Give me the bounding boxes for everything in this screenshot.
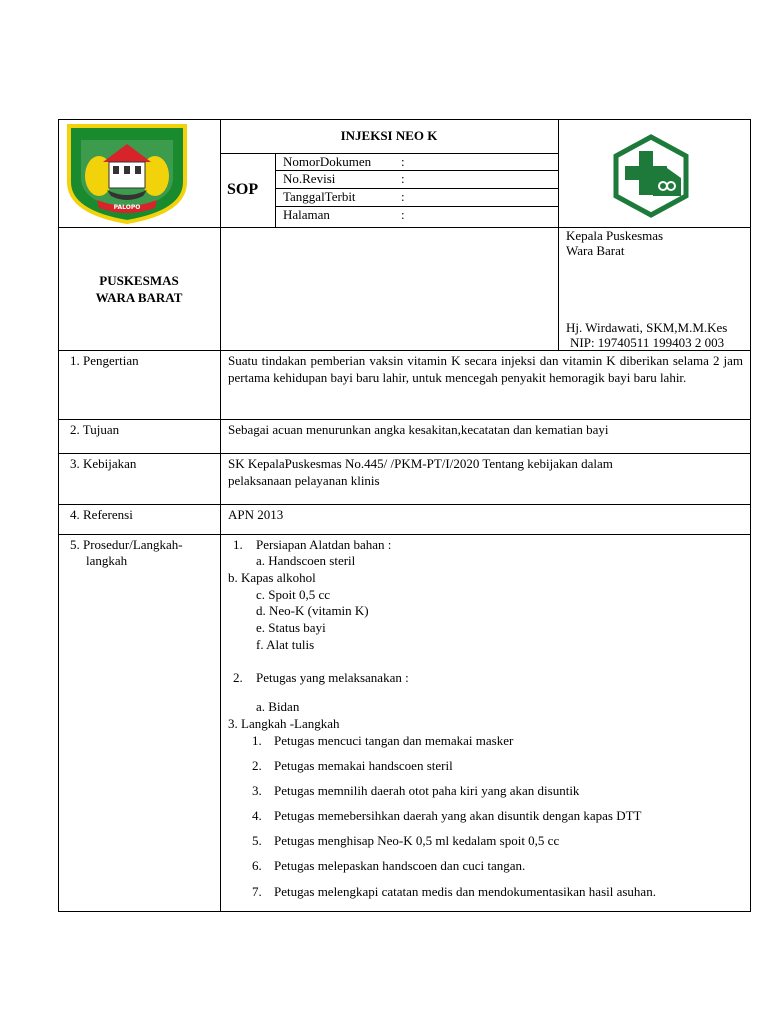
section-pengertian-label: 1. Pengertian: [70, 353, 139, 368]
step2-title: Petugas yang melaksanakan :: [256, 670, 409, 685]
palopo-logo: [63, 120, 191, 224]
section-pengertian-text: Suatu tindakan pemberian vaksin vitamin K secara injeksi dan vitamin K diberikan selama 2 jam pertama kehidupan bayi baru lahir, untuk mencegah penyakit hemoragik bayi baru lahir.: [228, 353, 743, 385]
procedure-step-text: Petugas memakai handscoen steril: [274, 758, 453, 773]
material-item: f. Alat tulis: [256, 637, 315, 652]
signatory-title-line2: Wara Barat: [566, 243, 625, 258]
material-item: c. Spoit 0,5 cc: [256, 587, 331, 602]
puskesmas-logo: [609, 134, 693, 218]
org-name-line2: WARA BARAT: [95, 290, 183, 305]
material-item: b. Kapas alkohol: [228, 570, 316, 585]
material-item: d. Neo-K (vitamin K): [256, 603, 369, 618]
section-kebijakan-label: 3. Kebijakan: [70, 456, 137, 471]
palopo-logo-text: PALOPO: [113, 204, 141, 211]
step2-num: 2.: [233, 670, 243, 685]
section-tujuan-label: 2. Tujuan: [70, 422, 120, 437]
procedure-step-text: Petugas menghisap Neo-K 0,5 ml kedalam spoit 0,5 cc: [274, 833, 560, 848]
document-title: INJEKSI NEO K: [340, 128, 438, 143]
doc-field-nomor-label: NomorDokumen: [283, 154, 372, 169]
material-item: e. Status bayi: [256, 620, 326, 635]
procedure-step-text: Petugas mencuci tangan dan memakai masker: [274, 733, 514, 748]
doc-field-tanggal-label: TanggalTerbit: [283, 189, 356, 204]
step3-title: 3. Langkah -Langkah: [228, 716, 340, 731]
signatory-title-line1: Kepala Puskesmas: [566, 228, 664, 243]
section-kebijakan-line1: SK KepalaPuskesmas No.445/ /PKM-PT/I/2020 Tentang kebijakan dalam: [228, 456, 613, 471]
procedure-step-num: 7.: [252, 884, 262, 899]
procedure-step-num: 3.: [252, 783, 262, 798]
signatory-nip: NIP: 19740511 199403 2 003: [570, 335, 725, 350]
section-tujuan-text: Sebagai acuan menurunkan angka kesakitan,kecatatan dan kematian bayi: [228, 422, 609, 437]
procedure-step-text: Petugas memebersihkan daerah yang akan disuntik dengan kapas DTT: [274, 808, 642, 823]
section-prosedur-label-line1: 5. Prosedur/Langkah-: [70, 537, 183, 552]
procedure-step-num: 2.: [252, 758, 262, 773]
section-referensi-text: APN 2013: [228, 507, 284, 522]
doc-field-halaman-label: Halaman: [283, 207, 330, 222]
step1-num: 1.: [233, 537, 243, 552]
doc-field-revisi-sep: :: [401, 171, 405, 186]
doc-field-tanggal-sep: :: [401, 189, 405, 204]
doc-field-revisi-label: No.Revisi: [283, 171, 336, 186]
procedure-step-num: 5.: [252, 833, 262, 848]
procedure-step-text: Petugas melepaskan handscoen dan cuci tangan.: [274, 858, 526, 873]
procedure-step-num: 1.: [252, 733, 262, 748]
step1-title: Persiapan Alatdan bahan :: [256, 537, 392, 552]
procedure-step-num: 6.: [252, 858, 262, 873]
procedure-step-num: 4.: [252, 808, 262, 823]
procedure-step-text: Petugas memnilih daerah otot paha kiri yang akan disuntik: [274, 783, 580, 798]
procedure-step-text: Petugas melengkapi catatan medis dan mendokumentasikan hasil asuhan.: [274, 884, 656, 899]
section-kebijakan-line2: pelaksanaan pelayanan klinis: [228, 473, 380, 488]
executor-item: a. Bidan: [256, 699, 300, 714]
material-item: a. Handscoen steril: [256, 553, 356, 568]
section-prosedur-label-line2: langkah: [86, 553, 128, 568]
signatory-name: Hj. Wirdawati, SKM,M.M.Kes: [566, 320, 728, 335]
doc-field-nomor-sep: :: [401, 154, 405, 169]
doc-field-halaman-sep: :: [401, 207, 405, 222]
sop-label: SOP: [227, 181, 259, 198]
section-referensi-label: 4. Referensi: [70, 507, 133, 522]
org-name-line1: PUSKESMAS: [99, 273, 179, 288]
